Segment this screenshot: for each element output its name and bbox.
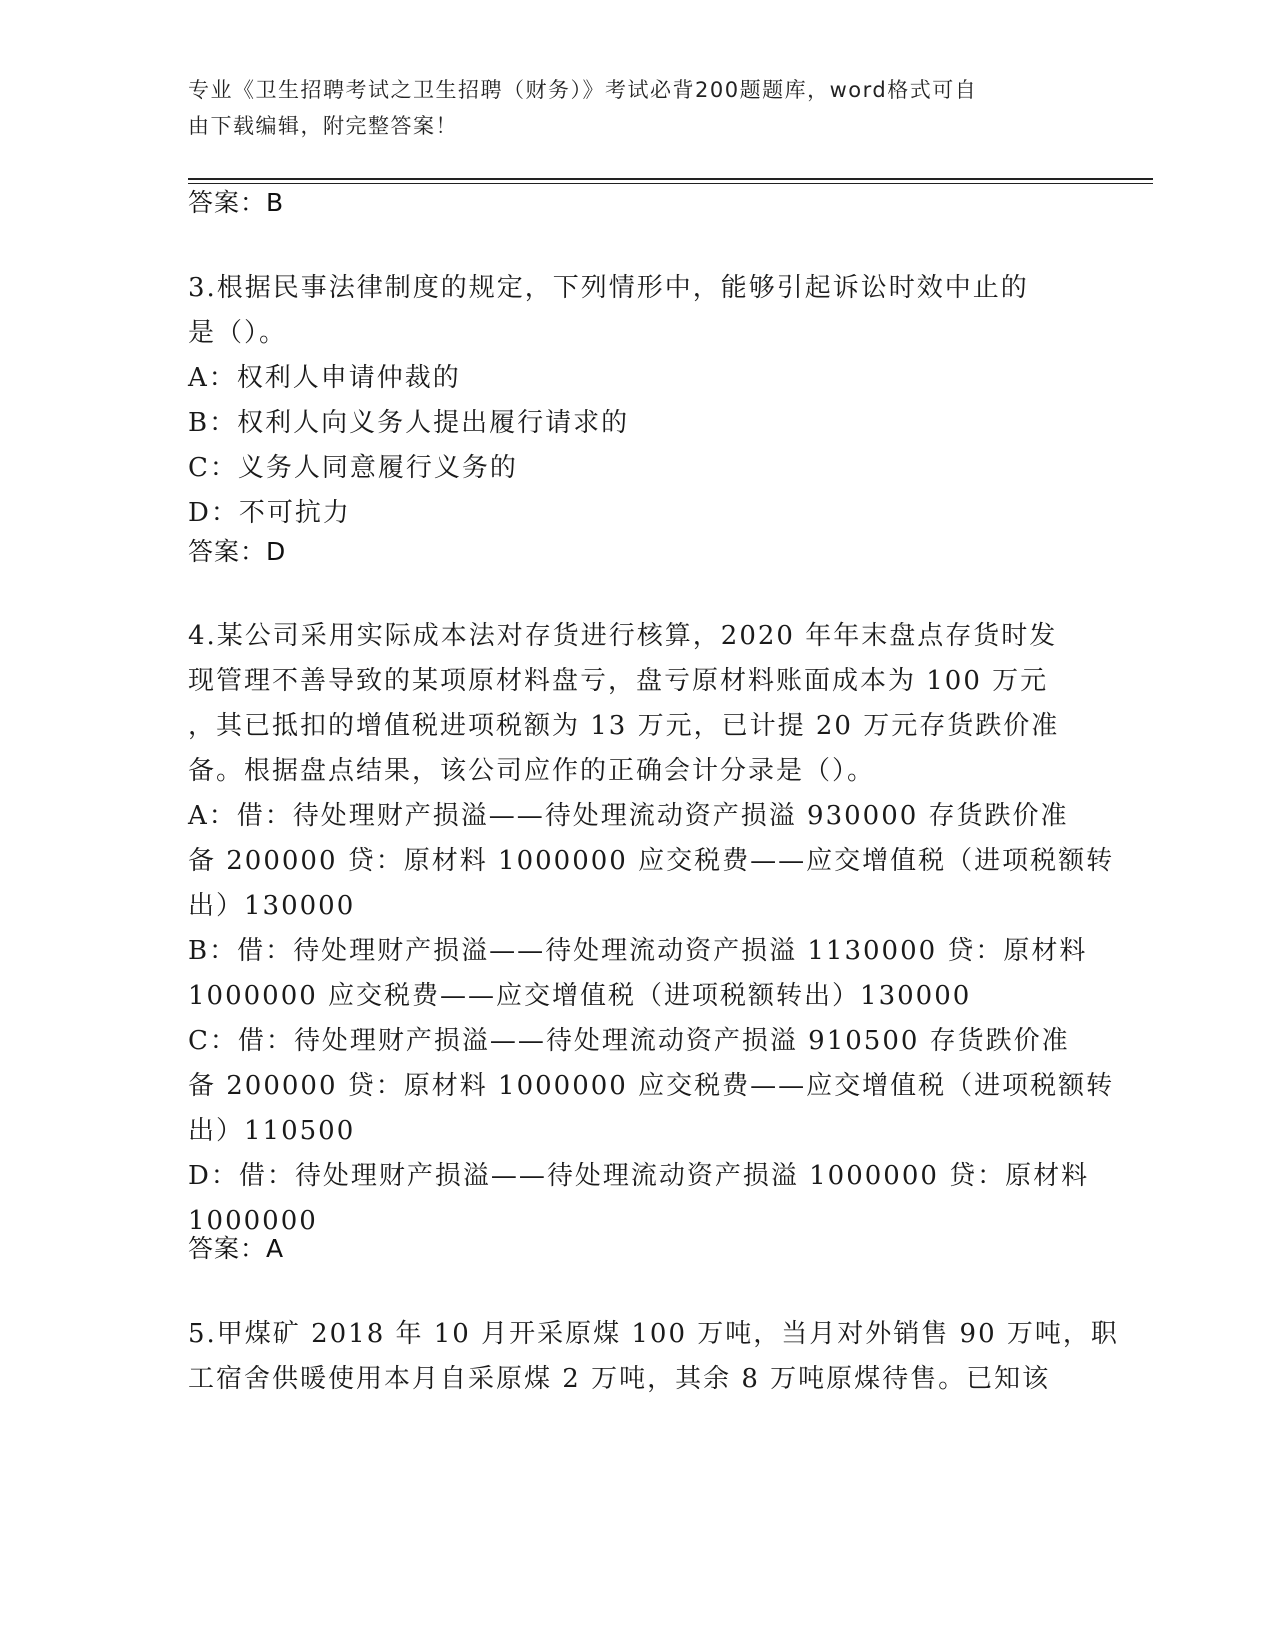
question-4-line-1: 4.某公司采用实际成本法对存货进行核算，2020 年年末盘点存货时发 — [188, 621, 1058, 651]
question-4-option-a-line-3: 出）130000 — [188, 891, 356, 921]
question-4-option-b-line-2: 1000000 应交税费——应交增值税（进项税额转出）130000 — [188, 981, 972, 1011]
previous-answer: 答案：B — [188, 188, 285, 217]
question-3-line-1: 3.根据民事法律制度的规定，下列情形中，能够引起诉讼时效中止的 — [188, 273, 1029, 303]
question-4 — [188, 614, 1115, 1244]
question-3-answer: 答案：D — [188, 537, 287, 566]
question-4-line-4: 备。根据盘点结果，该公司应作的正确会计分录是（）。 — [188, 756, 876, 786]
question-3 — [188, 266, 1078, 536]
question-5-line-2: 工宿舍供暖使用本月自采原煤 2 万吨，其余 8 万吨原煤待售。已知该 — [188, 1364, 1051, 1394]
question-4-option-d-line-1: D：借：待处理财产损溢——待处理流动资产损溢 1000000 贷：原材料 — [188, 1161, 1090, 1191]
question-5-line-1: 5.甲煤矿 2018 年 10 月开采原煤 100 万吨，当月对外销售 90 万吨，职 — [188, 1319, 1119, 1349]
question-4-option-c-line-2: 备 200000 贷：原材料 1000000 应交税费——应交增值税（进项税额转 — [188, 1071, 1115, 1101]
document-header — [188, 72, 1068, 144]
header-line-2: 由下载编辑，附完整答案！ — [188, 114, 458, 138]
header-line-1: 专业《卫生招聘考试之卫生招聘（财务）》考试必背200题题库，word格式可自 — [188, 78, 978, 102]
question-4-option-a-line-2: 备 200000 贷：原材料 1000000 应交税费——应交增值税（进项税额转 — [188, 846, 1115, 876]
question-5 — [188, 1312, 1119, 1402]
question-4-option-c-line-3: 出）110500 — [188, 1116, 356, 1146]
question-4-line-3: ，其已抵扣的增值税进项税额为 13 万元，已计提 20 万元存货跌价准 — [188, 711, 1060, 741]
question-4-option-d-line-2: 1000000 — [188, 1206, 318, 1236]
question-3-option-c: C：义务人同意履行义务的 — [188, 453, 518, 483]
question-3-option-d: D：不可抗力 — [188, 498, 351, 528]
question-3-option-a: A：权利人申请仲裁的 — [188, 363, 461, 393]
question-4-option-b-line-1: B：借：待处理财产损溢——待处理流动资产损溢 1130000 贷：原材料 — [188, 936, 1088, 966]
question-4-option-a-line-1: A：借：待处理财产损溢——待处理流动资产损溢 930000 存货跌价准 — [188, 801, 1069, 831]
question-4-option-c-line-1: C：借：待处理财产损溢——待处理流动资产损溢 910500 存货跌价准 — [188, 1026, 1070, 1056]
question-4-answer: 答案：A — [188, 1234, 285, 1263]
question-3-line-2: 是（）。 — [188, 318, 288, 348]
question-4-line-2: 现管理不善导致的某项原材料盘亏，盘亏原材料账面成本为 100 万元 — [188, 666, 1049, 696]
question-3-option-b: B：权利人向义务人提出履行请求的 — [188, 408, 630, 438]
